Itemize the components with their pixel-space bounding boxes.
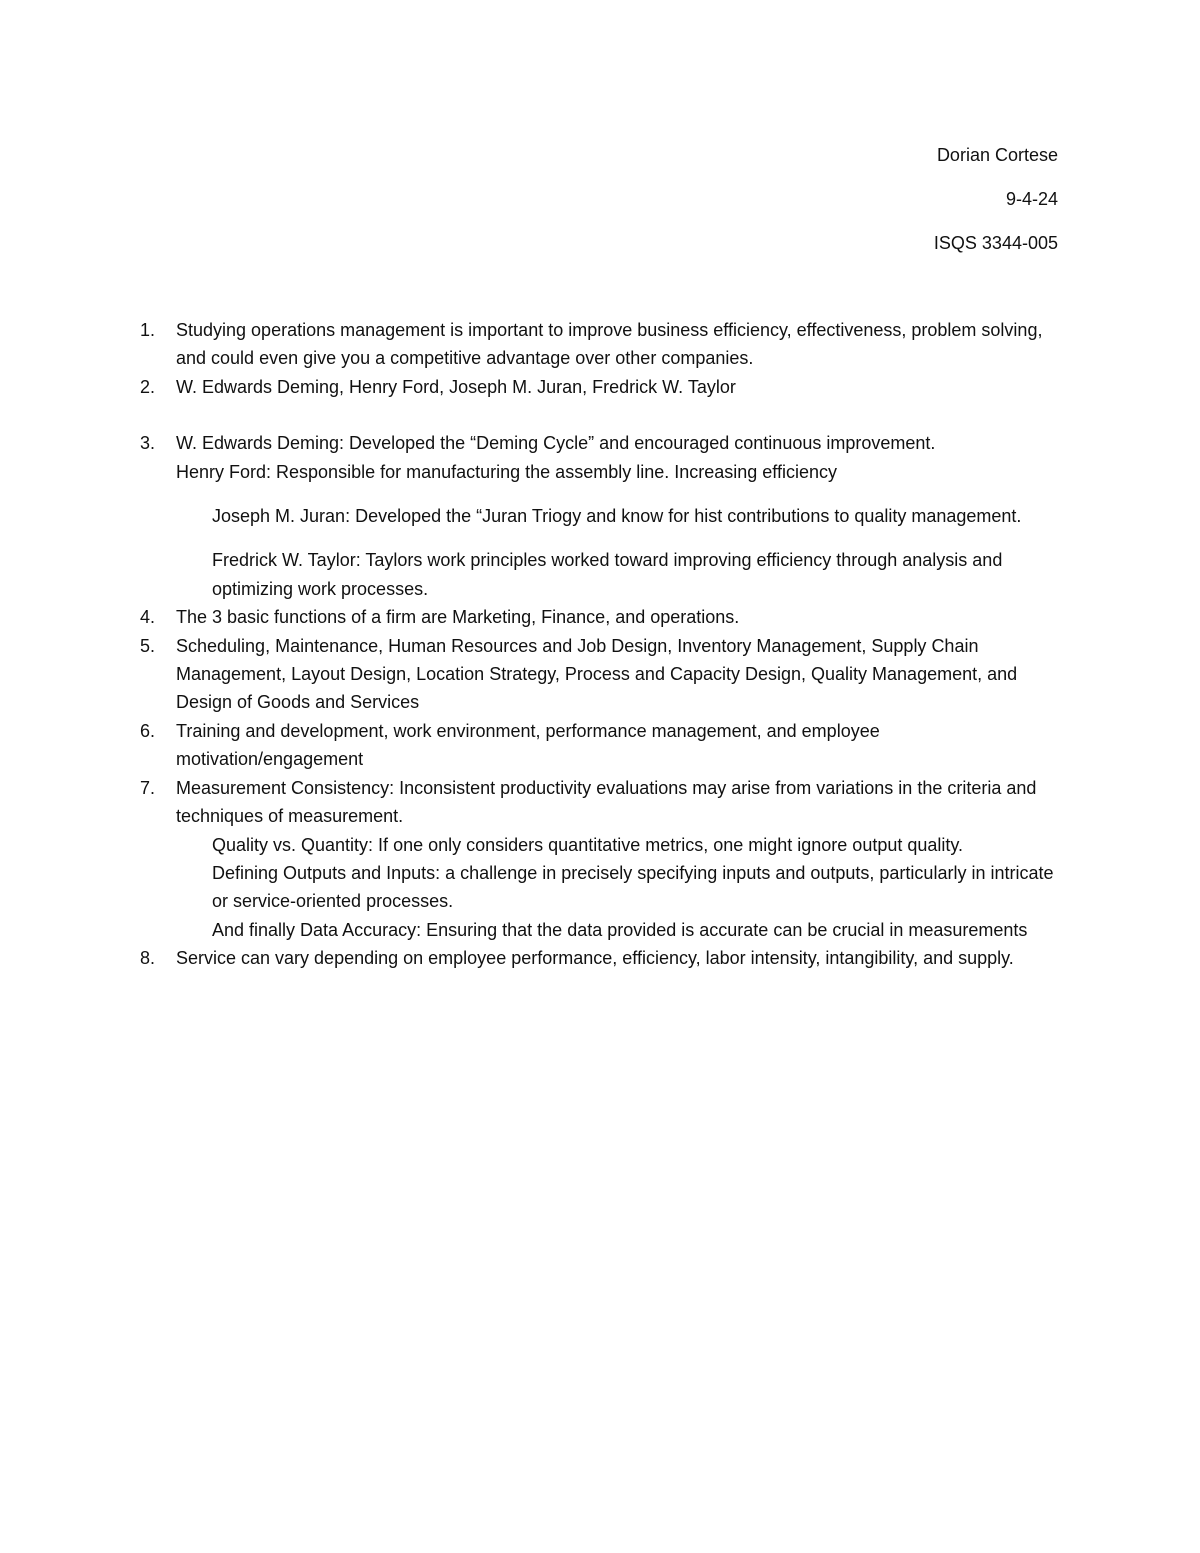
item-number: 1. (140, 320, 156, 340)
item-number: 3. (140, 433, 156, 454)
item-text: Henry Ford: Responsible for manufacturing the assembly line. Increasing efficiency (176, 461, 837, 482)
sub-item-text: And finally Data Accuracy: Ensuring that the data provided is accurate can be crucial in measurements (212, 919, 1028, 940)
item-text: Training and development, work environment, performance management, and employee motivation/engagement (176, 720, 880, 770)
item-text: W. Edwards Deming, Henry Ford, Joseph M. Juran, Fredrick W. Taylor (176, 376, 736, 397)
item-number: 8. (140, 948, 156, 969)
sub-item-text: Fredrick W. Taylor: Taylors work principles worked toward improving efficiency through analysis and optimizing work processes. (212, 550, 1003, 599)
item-text: Measurement Consistency: Inconsistent productivity evaluations may arise from variations in the criteria and techniques of measurement. (176, 777, 1037, 827)
answer-list (140, 316, 1070, 973)
list-item (140, 774, 1070, 944)
submission-date: 9-4-24 (1005, 189, 1058, 209)
sub-item-text: Defining Outputs and Inputs: a challenge in precisely specifying inputs and outputs, particularly in intricate or service-oriented processes. (212, 862, 1054, 912)
item-text: Scheduling, Maintenance, Human Resources and Job Design, Inventory Management, Supply Chain Management, Layout Design, Location Strategy, Process and Capacity Design, Quality Management, and Design of Goods and Services (176, 635, 1018, 713)
item-text: The 3 basic functions of a firm are Marketing, Finance, and operations. (176, 607, 740, 628)
item-text: Service can vary depending on employee performance, efficiency, labor intensity, intangibility, and supply. (176, 948, 1014, 969)
item-text: Studying operations management is important to improve business efficiency, effectiveness, problem solving, and could even give you a competitive advantage over other companies. (176, 320, 1043, 369)
item-text: W. Edwards Deming: Developed the “Deming Cycle” and encouraged continuous improvement. (176, 433, 936, 454)
item-number: 2. (140, 376, 156, 397)
list-item (140, 603, 1070, 631)
list-item (140, 632, 1070, 717)
item-number: 4. (140, 607, 156, 628)
author-name: Dorian Cortese (936, 145, 1058, 165)
sub-item-text: Quality vs. Quantity: If one only considers quantitative metrics, one might ignore output quality. (212, 834, 964, 855)
item-number: 5. (140, 635, 156, 656)
list-item (140, 373, 1070, 401)
item-number: 6. (140, 720, 156, 741)
list-item (140, 316, 1070, 373)
header-block (934, 140, 1058, 272)
course-code: ISQS 3344-005 (933, 233, 1058, 253)
item-number: 7. (140, 777, 156, 798)
list-item (140, 429, 1070, 603)
list-item (140, 944, 1070, 972)
list-item (140, 717, 1070, 774)
sub-item-text: Joseph M. Juran: Developed the “Juran Triogy and know for hist contributions to quality management. (212, 506, 1022, 527)
